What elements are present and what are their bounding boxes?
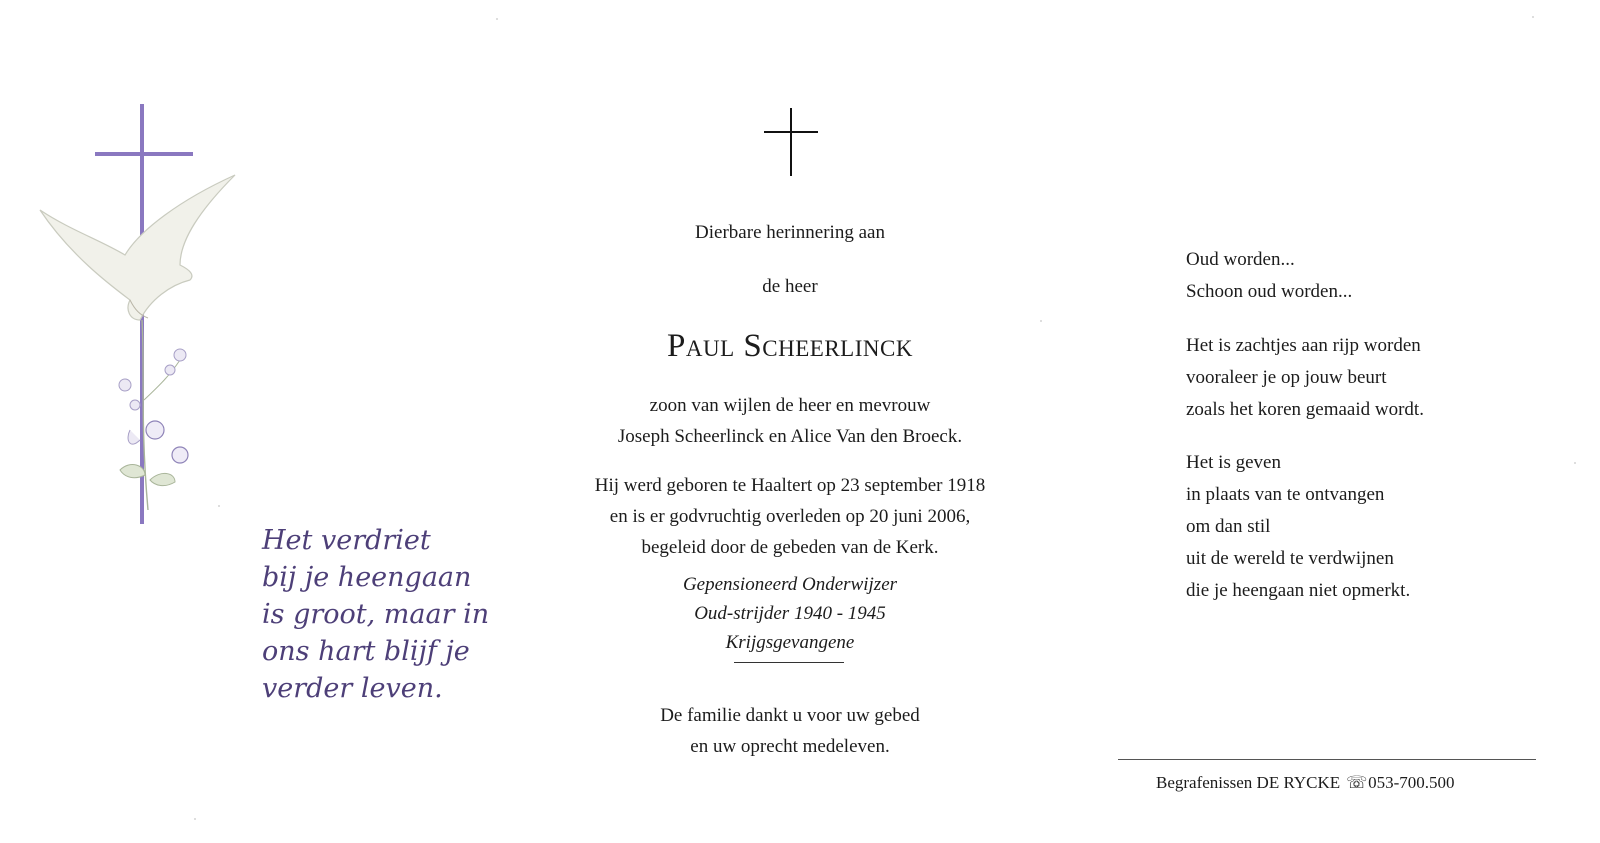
thanks-line: De familie dankt u voor uw gebed xyxy=(660,705,920,726)
role-line: Oud-strijder 1940 - 1945 xyxy=(694,603,886,624)
quote-line: verder leven. xyxy=(262,673,443,704)
deceased-name: Paul Scheerlinck xyxy=(667,328,913,364)
poem-line: Oud worden... xyxy=(1186,249,1295,270)
phone-icon: ☏ xyxy=(1346,773,1368,792)
quote-line: ons hart blijf je xyxy=(262,636,470,667)
thanks-line: en uw oprecht medeleven. xyxy=(690,736,890,757)
role-line: Gepensioneerd Onderwijzer xyxy=(682,574,898,595)
poem-line: zoals het koren gemaaid wordt. xyxy=(1186,399,1424,420)
birth-line: begeleid door de gebeden van de Kerk. xyxy=(641,537,939,558)
divider xyxy=(734,662,844,663)
footer-divider xyxy=(1118,759,1536,760)
left-quote xyxy=(262,522,502,707)
quote-line: Het verdriet xyxy=(262,525,431,556)
scan-speck xyxy=(218,505,220,507)
scan-speck xyxy=(496,18,498,20)
cross-icon xyxy=(764,108,818,176)
poem-line: om dan stil xyxy=(1186,516,1271,537)
honorific: de heer xyxy=(762,276,818,297)
poem-stanza-1 xyxy=(1186,244,1526,308)
dove-flower-illustration xyxy=(30,170,250,530)
role-line: Krijgsgevangene xyxy=(725,632,855,653)
poem-line: uit de wereld te verdwijnen xyxy=(1186,548,1394,569)
funeral-home-footer xyxy=(1156,773,1556,793)
parents-line: Joseph Scheerlinck en Alice Van den Broeck. xyxy=(617,426,963,447)
birth-line: en is er godvruchtig overleden op 20 juni 2006, xyxy=(609,506,971,527)
funeral-home-name: Begrafenissen DE RYCKE xyxy=(1156,773,1341,792)
parents-line: zoon van wijlen de heer en mevrouw xyxy=(649,395,931,416)
scan-speck xyxy=(1532,16,1534,18)
thanks-text xyxy=(520,700,1060,762)
parents-text xyxy=(520,390,1060,452)
birth-line: Hij werd geboren te Haaltert op 23 september 1918 xyxy=(594,475,986,496)
scan-speck xyxy=(194,818,196,820)
birth-death-text xyxy=(520,470,1060,563)
poem-stanza-3 xyxy=(1186,447,1526,607)
quote-line: is groot, maar in xyxy=(262,599,490,630)
poem-line: vooraleer je op jouw beurt xyxy=(1186,367,1387,388)
intro-text: Dierbare herinnering aan xyxy=(695,222,885,243)
phone-number: 053-700.500 xyxy=(1368,773,1455,792)
quote-line: bij je heengaan xyxy=(262,562,472,593)
scan-speck xyxy=(1574,462,1576,464)
roles-text xyxy=(520,570,1060,657)
scan-speck xyxy=(1040,320,1042,322)
poem-line: in plaats van te ontvangen xyxy=(1186,484,1385,505)
poem-line: Het is geven xyxy=(1186,452,1281,473)
poem-stanza-2 xyxy=(1186,330,1526,426)
poem-line: die je heengaan niet opmerkt. xyxy=(1186,580,1411,601)
poem-line: Het is zachtjes aan rijp worden xyxy=(1186,335,1421,356)
poem-line: Schoon oud worden... xyxy=(1186,281,1353,302)
